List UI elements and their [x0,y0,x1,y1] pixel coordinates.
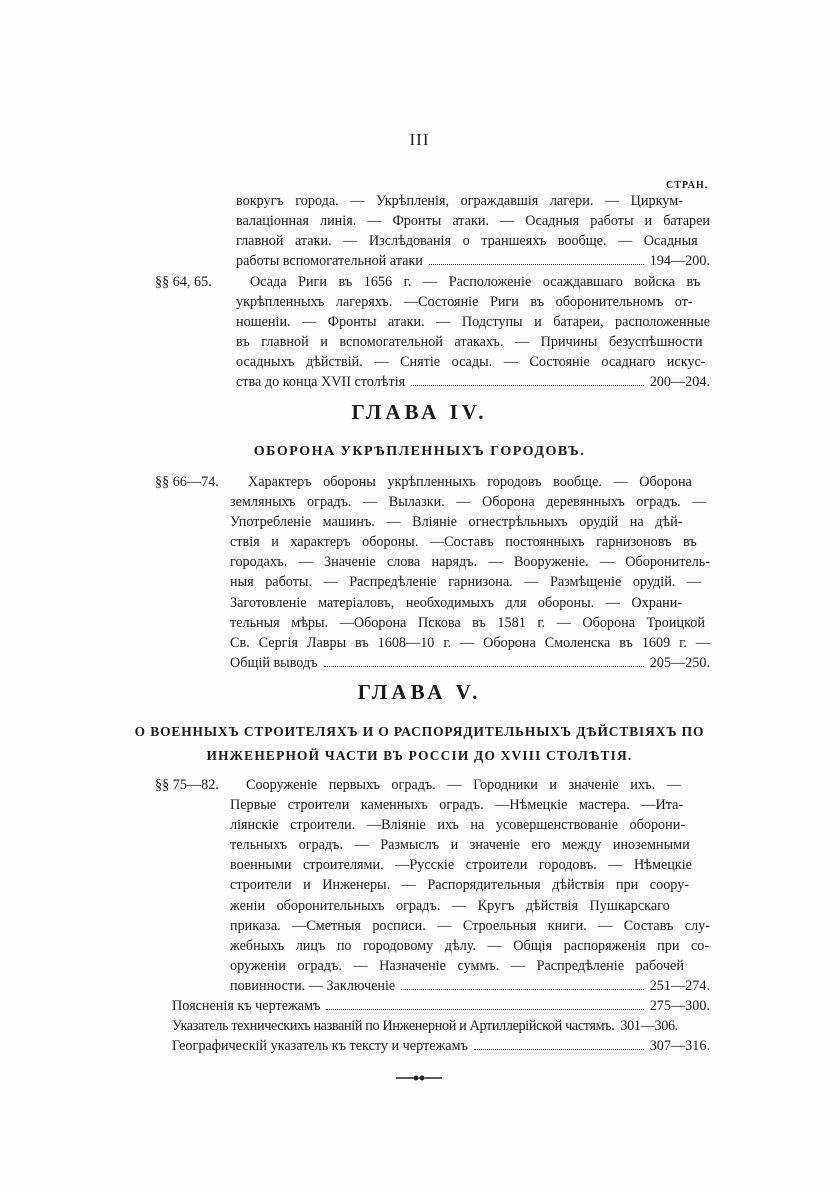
text-line: укрѣпленныхъ лагеряхъ. —Состояніе Риги въ оборонительномъ от- [236,294,693,311]
toc-entry-block3 [230,472,710,673]
entry-tail: ства до конца XVII столѣтія [236,374,406,391]
text-line: ствія и характеръ обороны. —Составъ постоянныхъ гарнизоновъ въ [230,534,697,551]
page-range: 251—274. [649,977,710,994]
appendix-entry [172,1036,710,1056]
text-line: Характеръ обороны укрѣпленныхъ городовъ вообще. — Оборона [248,474,692,490]
entry-tail: Общій выводъ [230,654,318,671]
page-range: 307—316. [649,1038,710,1055]
appendix-entry [172,996,710,1016]
toc-entry-block2 [236,272,710,393]
text-line: приказа. —Сметныя росписи. — Строельныя книги. — Составъ слу- [230,917,710,934]
text-line: тельныхъ оградъ. — Размыслъ и значеніе его между иноземными [230,837,690,854]
text-line: вокругъ города. — Укрѣпленія, ограждавшія лагери. — Циркум- [236,193,683,209]
text-line-leader [236,251,710,271]
text-line: строители и Инженеры. — Распорядительныя дѣйствія при соору- [230,877,690,894]
text-line: осадныхъ дѣйствій. — Снятіе осады. — Состояніе осаднаго искус- [236,354,706,371]
section-label: §§ 66—74. [155,474,219,490]
entry-tail: повинности. — Заключеніе [230,977,396,994]
section-label: §§ 75—82. [155,777,219,793]
text-line: земляныхъ оградъ. — Вылазки. — Оборона деревянныхъ оградъ. — [230,494,707,511]
toc-entry-block1 [236,191,710,271]
appendix-list [172,996,710,1056]
chapter-heading: ГЛАВА IV. [351,400,488,424]
text-line-leader [230,653,710,673]
dot-leader [324,666,644,667]
page-range: 205—250. [649,654,710,671]
text-line: валаціонная линія. — Фронты атаки. — Осадныя работы и батареи [236,213,710,230]
chapter-title-line-1: О ВОЕННЫХЪ СТРОИТЕЛЯХЪ И О РАСПОРЯДИТЕЛЬНЫХЪ ДѢЙСТВІЯХЪ ПО [134,724,705,739]
text-line: главной атаки. — Изслѣдованія о траншеяхъ вообще. — Осадныя [236,233,698,250]
text-line: жебныхъ лицъ по городовому дѣлу. — Общія распоряженія при со- [230,937,710,954]
appendix-label: Указатель техническихъ названій по Инженерной и Артиллерійской частямъ. [172,1018,615,1035]
page-range: 301—306. [620,1018,678,1035]
text-line: Сооруженіе первыхъ оградъ. — Городники и значеніе ихъ. — [246,777,681,793]
text-line-leader [230,976,710,996]
text-line: Первые строители каменныхъ оградъ. —Нѣмецкіе мастера. —Ита- [230,797,684,814]
text-line: ношеніи. — Фронты атаки. — Подступы и батареи, расположенные [236,314,710,331]
page-range: 194—200. [649,253,710,270]
text-line: городахъ. — Значеніе слова нарядъ. — Вооруженіе. — Оборонитель- [230,554,710,571]
text-line: военными строителями. —Русскіе строители городовъ. — Нѣмецкіе [230,857,692,874]
text-line: ліянскіе строители. —Вліяніе ихъ на усовершенствованіе оборони- [230,817,686,834]
page-range: 200—204. [649,374,710,391]
chapter-title: ОБОРОНА УКРѢПЛЕННЫХЪ ГОРОДОВЪ. [253,444,586,459]
text-line: Св. Сергія Лавры въ 1608—10 г. — Оборона Смоленска въ 1609 г. — [230,634,710,651]
page-number: III [409,130,430,149]
text-line: Заготовленіе матеріаловъ, необходимыхъ для обороны. — Охрани- [230,594,683,611]
chapter-title-line-2: ИНЖЕНЕРНОЙ ЧАСТИ ВЪ РОССІИ ДО XVIII СТОЛѢТІЯ. [206,748,633,763]
appendix-label: Поясненія къ чертежамъ [172,998,321,1014]
column-header: СТРАН. [666,180,709,191]
text-line: Употребленіе машинъ. — Вліяніе огнестрѣльныхъ орудій на дѣй- [230,514,683,531]
text-line: Осада Риги въ 1656 г. — Расположеніе осаждавшаго войска въ [250,274,701,290]
dot-leader [401,989,643,990]
dot-leader [474,1049,644,1050]
text-line: женіи оборонительныхъ оградъ. — Кругъ дѣйствія Пушкарскаго [230,897,670,914]
appendix-label: Географическій указатель къ тексту и чертежамъ [172,1038,468,1055]
appendix-entry [172,1016,710,1036]
text-line: тельныя мѣры. —Оборона Пскова въ 1581 г. — Оборона Троицкой [230,614,705,631]
text-line: ныя работы. — Распредѣленіе гарнизона. — Размѣщеніе орудій. — [230,574,702,591]
chapter-heading: ГЛАВА V. [357,680,482,704]
dot-leader [411,385,644,386]
section-label: §§ 64, 65. [155,274,212,290]
dot-leader [429,264,644,265]
dot-leader [326,1009,643,1010]
entry-tail: работы вспомогательной атаки [236,253,423,270]
toc-entry-block4 [230,775,710,996]
ornament-divider-icon [396,1072,442,1084]
text-line-leader [236,372,710,392]
page-range: 275—300. [649,998,710,1014]
text-line: въ главной и вспомогательной атакахъ. — Причины безуспѣшности [236,334,703,351]
text-line: оруженіи оградъ. — Назначеніе суммъ. — Распредѣленіе рабочей [230,957,684,974]
